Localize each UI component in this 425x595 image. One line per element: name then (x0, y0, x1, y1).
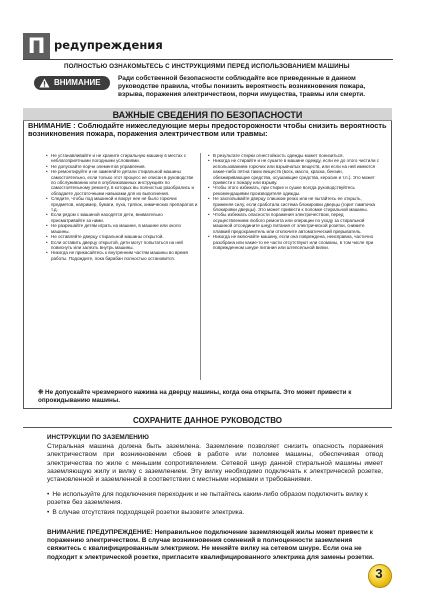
list-item: • Следите, чтобы под машиной и вокруг нее не было горючих предметов, например, бумаги, пуха, тряпок, химических препаратов и т.д. (46, 196, 198, 212)
warning-triangle-icon (39, 78, 50, 88)
grounding-text: Стиральная машина должна быть заземлена. Заземление позволяет снизить опасность поражения электричеством при возникновении сбоев в работе или поломке машины, обеспечивая отвод электричества по жиле с меньшим сопротивлением. Сетевой шнур данной стиральной машины имеет заземляющую жилу и вилку с заземлением. Эту вилку необходимо подключать к электрической розетке, установленной и заземленной в соответствии с местными нормами и требованиями. (47, 443, 383, 484)
column-divider (200, 153, 201, 380)
list-item: • Не захлопывайте дверцу слишком резко или не пытайтесь ее открыть, применяя силу, если сработала система блокировки дверцы (горит лампочка блокировки дверцы). Это может привести к поломке стиральной машины. (208, 196, 380, 212)
list-item: • Не ремонтируйте и не заменяйте детали стиральной машины самостоятельно, если только этот процесс не описан в руководстве по обслуживанию или в опубликованных инструкциях по самостоятельному ремонту, в которых вы полностью разобрались и обладаете достаточными навыками для их выполнения. (46, 169, 198, 196)
section-letter: П (23, 33, 50, 59)
list-item: • В результате стирки огнестойкость одежды может понизиться. (208, 153, 380, 158)
list-item: • Если рядом с машиной находятся дети, внимательно присматривайте за ними. (46, 212, 198, 223)
bullet-text: Не используйте для подключения переходник и не пытайтесь каким-либо образом подключить вилку к розетке без заземления. (47, 491, 368, 507)
safety-left-list (46, 153, 198, 261)
page-subtitle: ПОЛНОСТЬЮ ОЗНАКОМЬТЕСЬ С ИНСТРУКЦИЯМИ ПЕРЕД ИСПОЛЬЗОВАНИЕМ МАШИНЫ (64, 63, 350, 70)
list-item: • Чтобы избежать опасности поражения электричеством, перед осуществлением любого ремонта или операции по уходу за стиральной машиной отсоедините шнур питания от электрической розетки, снимите плавкий предохранитель или отключите автоматический прерыватель. (208, 212, 380, 234)
grounding-caution: ВНИМАНИЕ ПРЕДУПРЕЖДЕНИЕ: Неправильное подключение заземляющей жилы может привести к поражению электричеством. В случае возникновения сомнений в полноценности заземления свяжитесь с квалифицированным электриком. Не меняйте вилку на сетевом шнуре. Если она не подходит к электрической розетке, пригласите квалифицированного электрика для замены розетки. (47, 529, 374, 561)
list-item: • Не устанавливайте и не храните стиральную машину в местах с неблагоприятными погодными условиями. (46, 153, 198, 164)
list-item: • Если оставить дверцу открытой, дети могут попытаться на ней повиснуть или залезть внутрь машины. (46, 240, 198, 251)
list-item: • Никогда не прикасайтесь к внутренним частям машины во время работы. Подождите, пока барабан полностью остановится. (46, 250, 198, 261)
grounding-heading: ИНСТРУКЦИИ ПО ЗАЗЕМЛЕНИЮ (47, 434, 149, 441)
page-title: редупреждения (54, 38, 163, 52)
list-item: • Не разрешайте детям играть на машине, в машине или около машины. (46, 223, 198, 234)
warning-text: Ради собственной безопасности соблюдайте все приведенные в данном руководстве правила, чтобы понизить вероятность возникновения пожара, взрыва, поражения электричеством, порчи имущества, травмы или смерти. (118, 75, 366, 98)
list-item: • Не оставляйте дверцу стиральной машины открытой. (46, 234, 198, 239)
list-item: • Никогда не включайте машину, если она повреждена, неисправна, частично разобрана или какие-то ее части отсутствуют или сломаны, в том числе при поврежденном шнуре питания или штепсельной вилки. (208, 234, 380, 250)
bullet-dot: • (47, 509, 50, 516)
title-divider (23, 59, 393, 60)
grounding-bullet (47, 509, 383, 517)
grounding-bullet (47, 491, 383, 508)
bullet-text: В случае отсутствия подходящей розетки вызовите электрика. (52, 509, 245, 516)
warning-badge-label: ВНИМАНИЕ (54, 78, 101, 87)
save-manual-heading: СОХРАНИТЕ ДАННОЕ РУКОВОДСТВО (133, 416, 282, 425)
save-divider (23, 427, 392, 428)
list-item: • Чтобы этого избежать, при стирке и сушке всегда руководствуйтесь рекомендациями производителя одежды. (208, 185, 380, 196)
page-number: 3 (375, 566, 383, 581)
list-item: • Никогда не стирайте и не сушите в машине одежду, если ее до этого чистили с использованием горючих или взрывчатых веществ, или если на ней имеются какие-либо пятна таких веществ (воск, масло, краска, бензин, обезжиривающие средства, осушающие средства, керосин и т.п.). Это может привести к пожару или взрыву. (208, 158, 380, 185)
list-item: • Не допускайте порчи элементов управления. (46, 164, 198, 169)
safety-title: ВАЖНЫЕ СВЕДЕНИЯ ПО БЕЗОПАСНОСТИ (112, 110, 303, 120)
safety-intro: ВНИМАНИЕ : Соблюдайте нижеследующие меры предосторожности чтобы снизить вероятность возникновения пожара, поражения электричеством или травмы: (28, 121, 387, 139)
bullet-dot: • (47, 491, 50, 498)
safety-right-list (208, 153, 380, 250)
door-pressure-note: ❊ Не допускайте чрезмерного нажима на дверцу машины, когда она открыта. Это может привести к опрокидыванию машины. (38, 389, 352, 404)
warning-badge (34, 76, 110, 90)
